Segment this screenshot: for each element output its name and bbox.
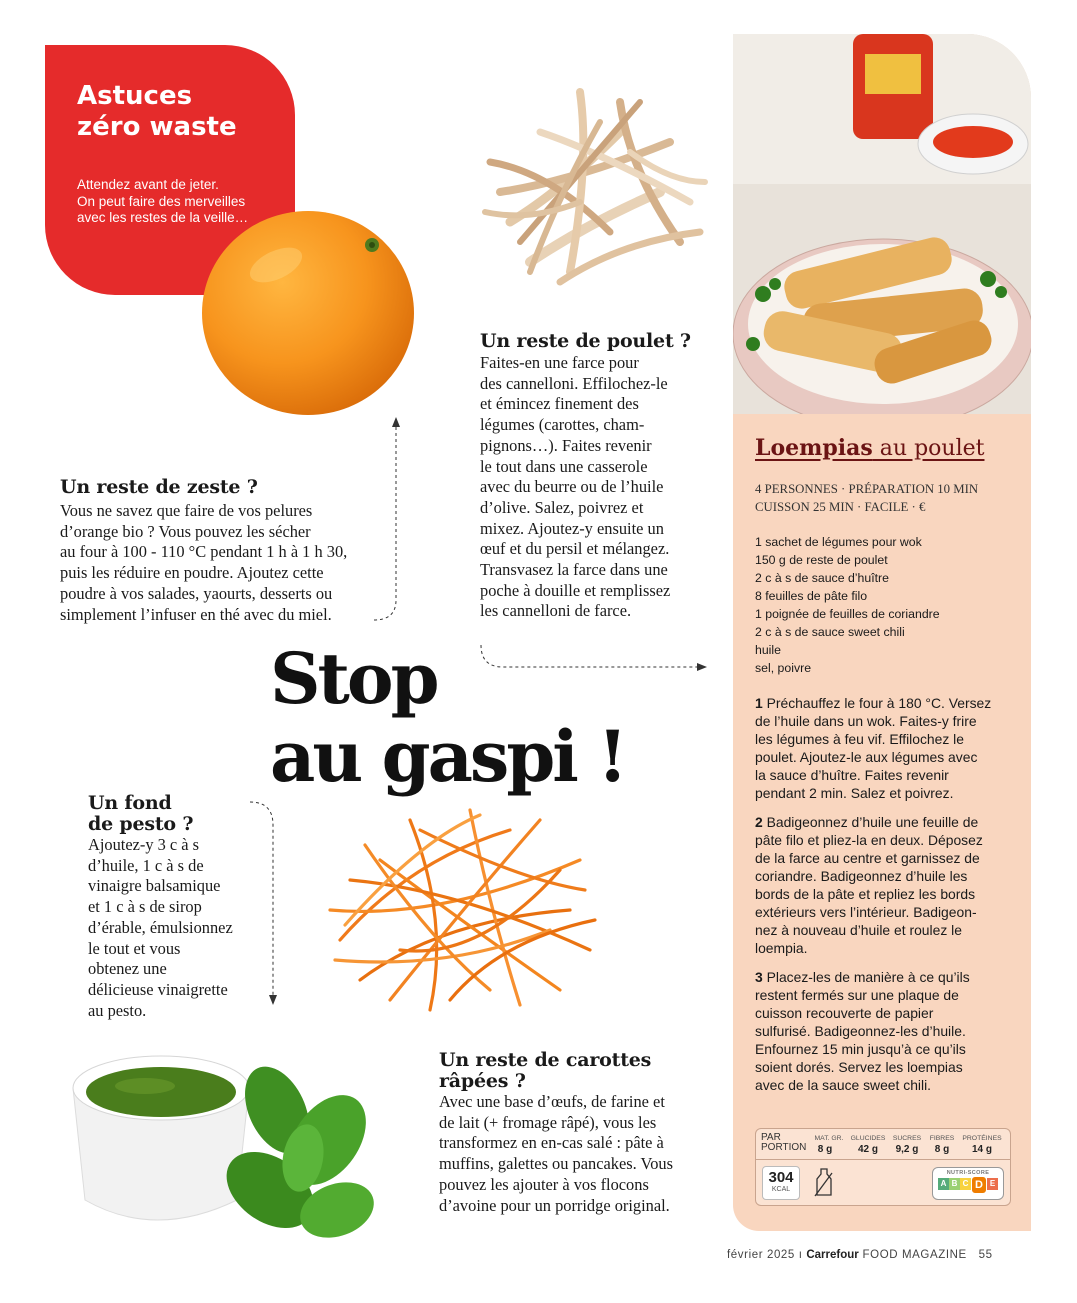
- zeste-heading: Un reste de zeste ?: [60, 476, 258, 498]
- nutri-score-letter: A: [938, 1178, 949, 1190]
- nutri-score-scale: [933, 1178, 1003, 1194]
- nutri-score-letter: B: [949, 1178, 960, 1190]
- nutrient-value: 8 g: [934, 1144, 950, 1155]
- ingredient-item: 1 sachet de légumes pour wok: [755, 535, 922, 549]
- bottle-icon: [812, 1167, 836, 1197]
- zeste-arrow-line: [374, 425, 396, 620]
- nutri-score-letter: E: [987, 1178, 998, 1190]
- nutrition-box: [755, 1128, 1011, 1206]
- zeste-body: Vous ne savez que faire de vos pelures d’orange bio ? Vous pouvez les sécher au four à 100 - 110 °C pendant 1 h à 1 h 30, puis les réduire en poudre. Ajoutez cette poudre à vos salades, yaourts, desserts ou simplement l’infuser en thé avec du miel.: [60, 501, 348, 624]
- nutrient-label: PROTÉINES: [962, 1135, 1002, 1142]
- kcal-box: 304 KCAL: [762, 1166, 800, 1200]
- tips-intro: Attendez avant de jeter. On peut faire des merveilles avec les restes de la veille…: [77, 177, 249, 225]
- nutrient-value: 42 g: [857, 1144, 878, 1155]
- ingredient-item: 2 c à s de sauce sweet chili: [755, 625, 905, 639]
- ingredient-item: 150 g de reste de poulet: [755, 553, 888, 567]
- nutrient-label: MAT. GR.: [814, 1135, 844, 1142]
- page-footer: [727, 1249, 993, 1261]
- carottes-body: Avec une base d’œufs, de farine et de lait (+ fromage râpé), vous les transformez en en-cas salé : pâte à muffins, galettes ou pancakes. Vous pouvez les ajouter à vos flocons d’avoine pour un porridge original.: [439, 1092, 673, 1215]
- recipe-step-1: 1 Préchauffez le four à 180 °C. Versez de l’huile dans un wok. Faites-y frire les légumes à feu vif. Effilochez le poulet. Ajoutez-le aux légumes avec la sauce d’huître. Faites revenir pendant 2 min. Salez et poivrez.: [755, 695, 992, 801]
- poulet-body: Faites-en une farce pour des cannelloni. Effilochez-le et émincez finement des légumes (carottes, cham- pignons…). Faites revenir le tout dans une casserole avec du beurre ou de l’huile d’olive. Salez, poivrez et mixez. Ajoutez-y ensuite un œuf et du persil et mélangez. Transvasez la farce dans une poche à douille et remplissez les cannelloni de farce.: [480, 353, 671, 621]
- nutrient-label: FIBRES: [929, 1135, 955, 1142]
- tips-title: Astuces zéro waste: [77, 81, 237, 142]
- pesto-body: Ajoutez-y 3 c à s d’huile, 1 c à s de vinaigre balsamique et 1 c à s de sirop d’érable, émulsionnez le tout et vous obtenez une délicieuse vinaigrette au pesto.: [88, 835, 233, 1020]
- nutrient-label: SUCRES: [892, 1135, 922, 1142]
- nutri-score-badge: NUTRI-SCORE A B C D E: [932, 1167, 1004, 1200]
- magazine-name: FOOD MAGAZINE: [862, 1249, 967, 1261]
- recipe-step-2: 2 Badigeonnez d’huile une feuille de pâte filo et pliez-la en deux. Déposez de la farce au centre et garnissez de coriandre. Badigeonnez d’huile les bords de la pâte et repliez les bords extérieurs vers l’intérieur. Badigeon- nez à nouveau d’huile et roulez le loempia.: [755, 814, 983, 956]
- ingredient-item: huile: [755, 643, 781, 657]
- ingredient-item: 2 c à s de sauce d’huître: [755, 571, 889, 585]
- nutrient-value: 8 g: [817, 1144, 833, 1155]
- brand-name: Carrefour: [806, 1249, 859, 1261]
- grated-carrots-image: [320, 800, 600, 1025]
- page-number: 55: [978, 1249, 993, 1261]
- poulet-heading: Un reste de poulet ?: [480, 330, 691, 352]
- footer-separator: ı: [798, 1249, 803, 1261]
- per-portion-label: PAR PORTION: [761, 1132, 807, 1153]
- ingredient-list: [755, 533, 940, 677]
- page-title: Stop au gaspi !: [270, 637, 625, 798]
- recipe-card: [733, 34, 1031, 1231]
- loempias-photo: [733, 34, 1031, 414]
- pesto-tip: [88, 793, 263, 1021]
- ingredient-item: sel, poivre: [755, 661, 812, 675]
- nutri-score-letter: C: [960, 1178, 971, 1190]
- recipe-title: Loempias au poulet: [755, 435, 985, 461]
- pesto-bowl-image: [65, 1040, 395, 1250]
- carottes-heading: Un reste de carottes râpées ?: [439, 1049, 652, 1092]
- pesto-heading: Un fond de pesto ?: [88, 792, 194, 835]
- carottes-tip: [439, 1050, 699, 1216]
- arrow-down-icon: [269, 995, 277, 1005]
- nutri-score-letter: D: [971, 1176, 987, 1194]
- nutrient-label: GLUCIDES: [850, 1135, 886, 1142]
- recipe-meta: 4 PERSONNES · PRÉPARATION 10 MIN CUISSON 25 MIN · FACILE · €: [755, 482, 979, 514]
- arrow-right-icon: [697, 663, 707, 671]
- issue-date: février 2025: [727, 1249, 795, 1261]
- ingredient-item: 8 feuilles de pâte filo: [755, 589, 868, 603]
- arrow-up-icon: [392, 417, 400, 427]
- nutrient-value: 14 g: [971, 1144, 992, 1155]
- recipe-step-3: 3 Placez-les de manière à ce qu’ils restent fermés sur une plaque de cuisson recouverte de papier sulfurisé. Badigeonnez-les d’huile. Enfournez 15 min jusqu’à ce qu’ils soient dorés. Servez les loempias avec de la sauce sweet chili.: [755, 969, 970, 1093]
- nutrient-value: 9,2 g: [895, 1144, 919, 1155]
- ingredient-item: 1 poignée de feuilles de coriandre: [755, 607, 940, 621]
